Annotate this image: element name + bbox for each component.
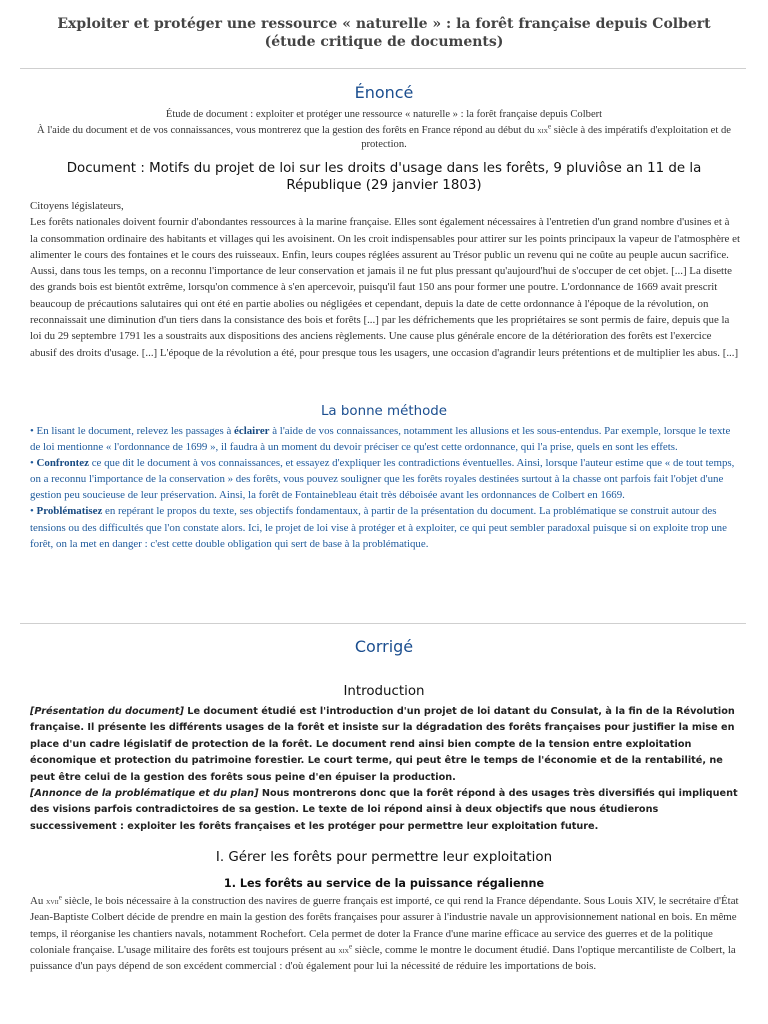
introduction-heading: Introduction [343, 684, 425, 699]
methode-list [30, 423, 740, 552]
divider-middle [20, 623, 746, 624]
part-1-heading: I. Gérer les forêts pour permettre leur exploitation [215, 850, 553, 865]
paragraph-text: siècle, comme le montre le document étudié. Dans l'optique mercantiliste de Colbert, la puissance d'un pays dépend de son excédent commercial : d'où également pour lui la nécessité de réduire les importations de bois. [30, 943, 736, 973]
paragraph-text: Au [30, 895, 47, 907]
enonce-line-2-start: À l'aide du document et de vos connaissances, vous montrerez que la gestion des forêts en France répond au début du [37, 124, 538, 136]
methode-keyword: Problématisez [36, 505, 103, 518]
methode-item [30, 455, 740, 503]
century-numeral: xix [537, 124, 548, 135]
methode-item [30, 503, 740, 551]
intro-paragraph-text: Le document étudié est l'introduction d'un projet de loi datant du Consulat, à la fin de la Révolution française. Il présente les différents usages de la forêt et insiste sur la dégradation des forêts françaises pour justifier la mise en place d'un cadre législatif de protection de la forêt. Le document rend ainsi bien compte de la tension entre exploitation économique et protection du patrimoine forestier. Le court terme, qui peut être le temps de l'économie et de la rentabilité, ne peut être celui de la gestion des forêts sous peine d'en épuiser la production. [30, 706, 735, 783]
century-numeral: xix [338, 944, 349, 955]
methode-heading: La bonne méthode [320, 404, 448, 419]
bullet: • [30, 505, 37, 518]
intro-tag: [Présentation du document] [30, 706, 184, 717]
intro-paragraph-2 [30, 786, 742, 835]
methode-keyword: Confrontez [36, 457, 89, 470]
subpart-1-text [30, 893, 740, 974]
bullet: • [30, 457, 37, 470]
subpart-1-heading: 1. Les forêts au service de la puissance régalienne [223, 877, 545, 890]
intro-paragraph-1 [30, 704, 742, 786]
enonce-instructions [30, 108, 738, 153]
salutation: Citoyens législateurs, [30, 200, 124, 212]
document-title: Exploiter et protéger une ressource « naturelle » : la forêt française depuis Colbert (étude critique de documents) [57, 16, 711, 50]
corrige-heading: Corrigé [354, 637, 414, 656]
century-superscript: e [58, 893, 62, 902]
bullet: • [30, 425, 37, 437]
century-superscript: e [348, 942, 353, 951]
enonce-line-2 [30, 123, 738, 153]
introduction-text [30, 704, 742, 835]
subpart-1-paragraph [30, 893, 740, 974]
document-source-title: Document : Motifs du projet de loi sur les droits d'usage dans les forêts, 9 pluviôse an 11 de la République (29 janvier 1803) [66, 161, 702, 193]
divider-top [20, 68, 746, 69]
intro-tag: [Annonce de la problématique et du plan] [30, 788, 259, 800]
document-text [30, 198, 740, 361]
methode-keyword: éclairer [234, 425, 270, 437]
methode-item-text: à l'aide de vos connaissances, notamment les allusions et les sous-entendus. Par exemple, lorsque le texte de loi mentionne « l'ordonnance de 1699 », il faudra à un moment du devoir préciser ce qu'est cette ordonnance, qui l'a prise, quels en sont les effets. [30, 425, 731, 454]
enonce-line-1: Étude de document : exploiter et protéger une ressource « naturelle » : la forêt française depuis Colbert [165, 109, 603, 120]
methode-item-text: en repérant le propos du texte, ses objectifs fondamentaux, à partir de la présentation du document. La problématique se construit autour des tensions ou des difficultés que l'on constate alors. Ici, le projet de loi vise à protéger et à exploiter, ce qui peut sembler paradoxal puisque si on exploite trop une forêt, on la met en danger : c'est cette double obligation qui sert de base à la problématique. [30, 505, 727, 550]
paragraph-text: siècle, le bois nécessaire à la construction des navires de guerre français est importé, ce qui rend la France dépendante. Sous Louis XIV, le secrétaire d'État Jean-Baptiste Colbert décide de prendre en main la gestion des forêts françaises pour assurer à l'industrie navale un approvisionnement national en bois. En même temps, il réorganise les chantiers navals, notamment Rochefort. Cela permet de doter la France d'une marine efficace au service des guerres et de la politique coloniale française. L'usage militaire des forêts est toujours présent au [30, 895, 739, 956]
methode-item-text: En lisant le document, relevez les passages à [36, 425, 235, 437]
century-superscript: e [547, 121, 552, 130]
century-numeral: xvii [46, 896, 59, 906]
methode-item-text: ce que dit le document à vos connaissances, et essayez d'expliquer les contradictions éventuelles. Ainsi, lorsque l'auteur estime que « de tout temps, on a reconnu l'importance de la conservation » des forêts, vous pouvez souligner que les forêts royales destinées surtout à la chasse ont parfois fait l'objet d'une gestion peu soucieuse de leur préservation. Ainsi, la forêt de Fontainebleau était très déboisée avant les ordonnances de Colbert en 1669. [30, 457, 735, 502]
enonce-heading: Énoncé [354, 83, 414, 102]
intro-paragraph-text: Nous montrerons donc que la forêt répond à des usages très diversifiés qui impliquent des visions parfois contradictoires de sa gestion. Le texte de loi répond ainsi à deux objectifs que nous étudierons successivement : exploiter les forêts françaises et les protéger pour permettre leur exploitation future. [30, 788, 738, 832]
methode-item [30, 423, 740, 455]
enonce-line-2-end: siècle à des impératifs d'exploitation et de protection. [361, 124, 731, 150]
document-excerpt: Les forêts nationales doivent fournir d'abondantes ressources à la marine française. Elles sont également nécessaires à l'entretien d'un grand nombre d'usines et à la consommation ordinaire des habitants et villages qui les avoisinent. On les croit indispensables pour attirer sur les points principaux la vapeur de l'atmosphère et alimenter le cours des fontaines et le cours des ruisseaux. Enfin, leurs coupes réglées assurent au Trésor public un revenu qui ne coûte au peuple aucun sacrifice. Aussi, dans tous les temps, on a reconnu l'importance de leur conservation et jamais il ne fut plus pressant qu'aujourd'hui de s'occuper de cet objet. [...] La disette des grands bois est bientôt extrême, lorsqu'on commence à s'en apercevoir, puisqu'il faut 150 ans pour former une poutre. L'ordonnance de 1669 avait prescrit beaucoup de précautions salutaires qui ont été en partie abolies ou négligées et cependant, depuis la date de cette ordonnance à l'époque de la révolution, on reconnaissait une diminution d'un tiers dans la consistance des bois et forêts [...] par les défrichements que les propriétaires se sont permis de faire, depuis que la loi du 29 septembre 1791 les a soustraits aux dispositions des anciens règlements. Une cause plus générale encore de la détérioration des forêts est l'exercice abusif des droits d'usage. [...] L'époque de la révolution a été, pour presque tous les usagers, une occasion d'agrandir leurs prétentions et de multiplier les abus. [...] [30, 216, 740, 359]
